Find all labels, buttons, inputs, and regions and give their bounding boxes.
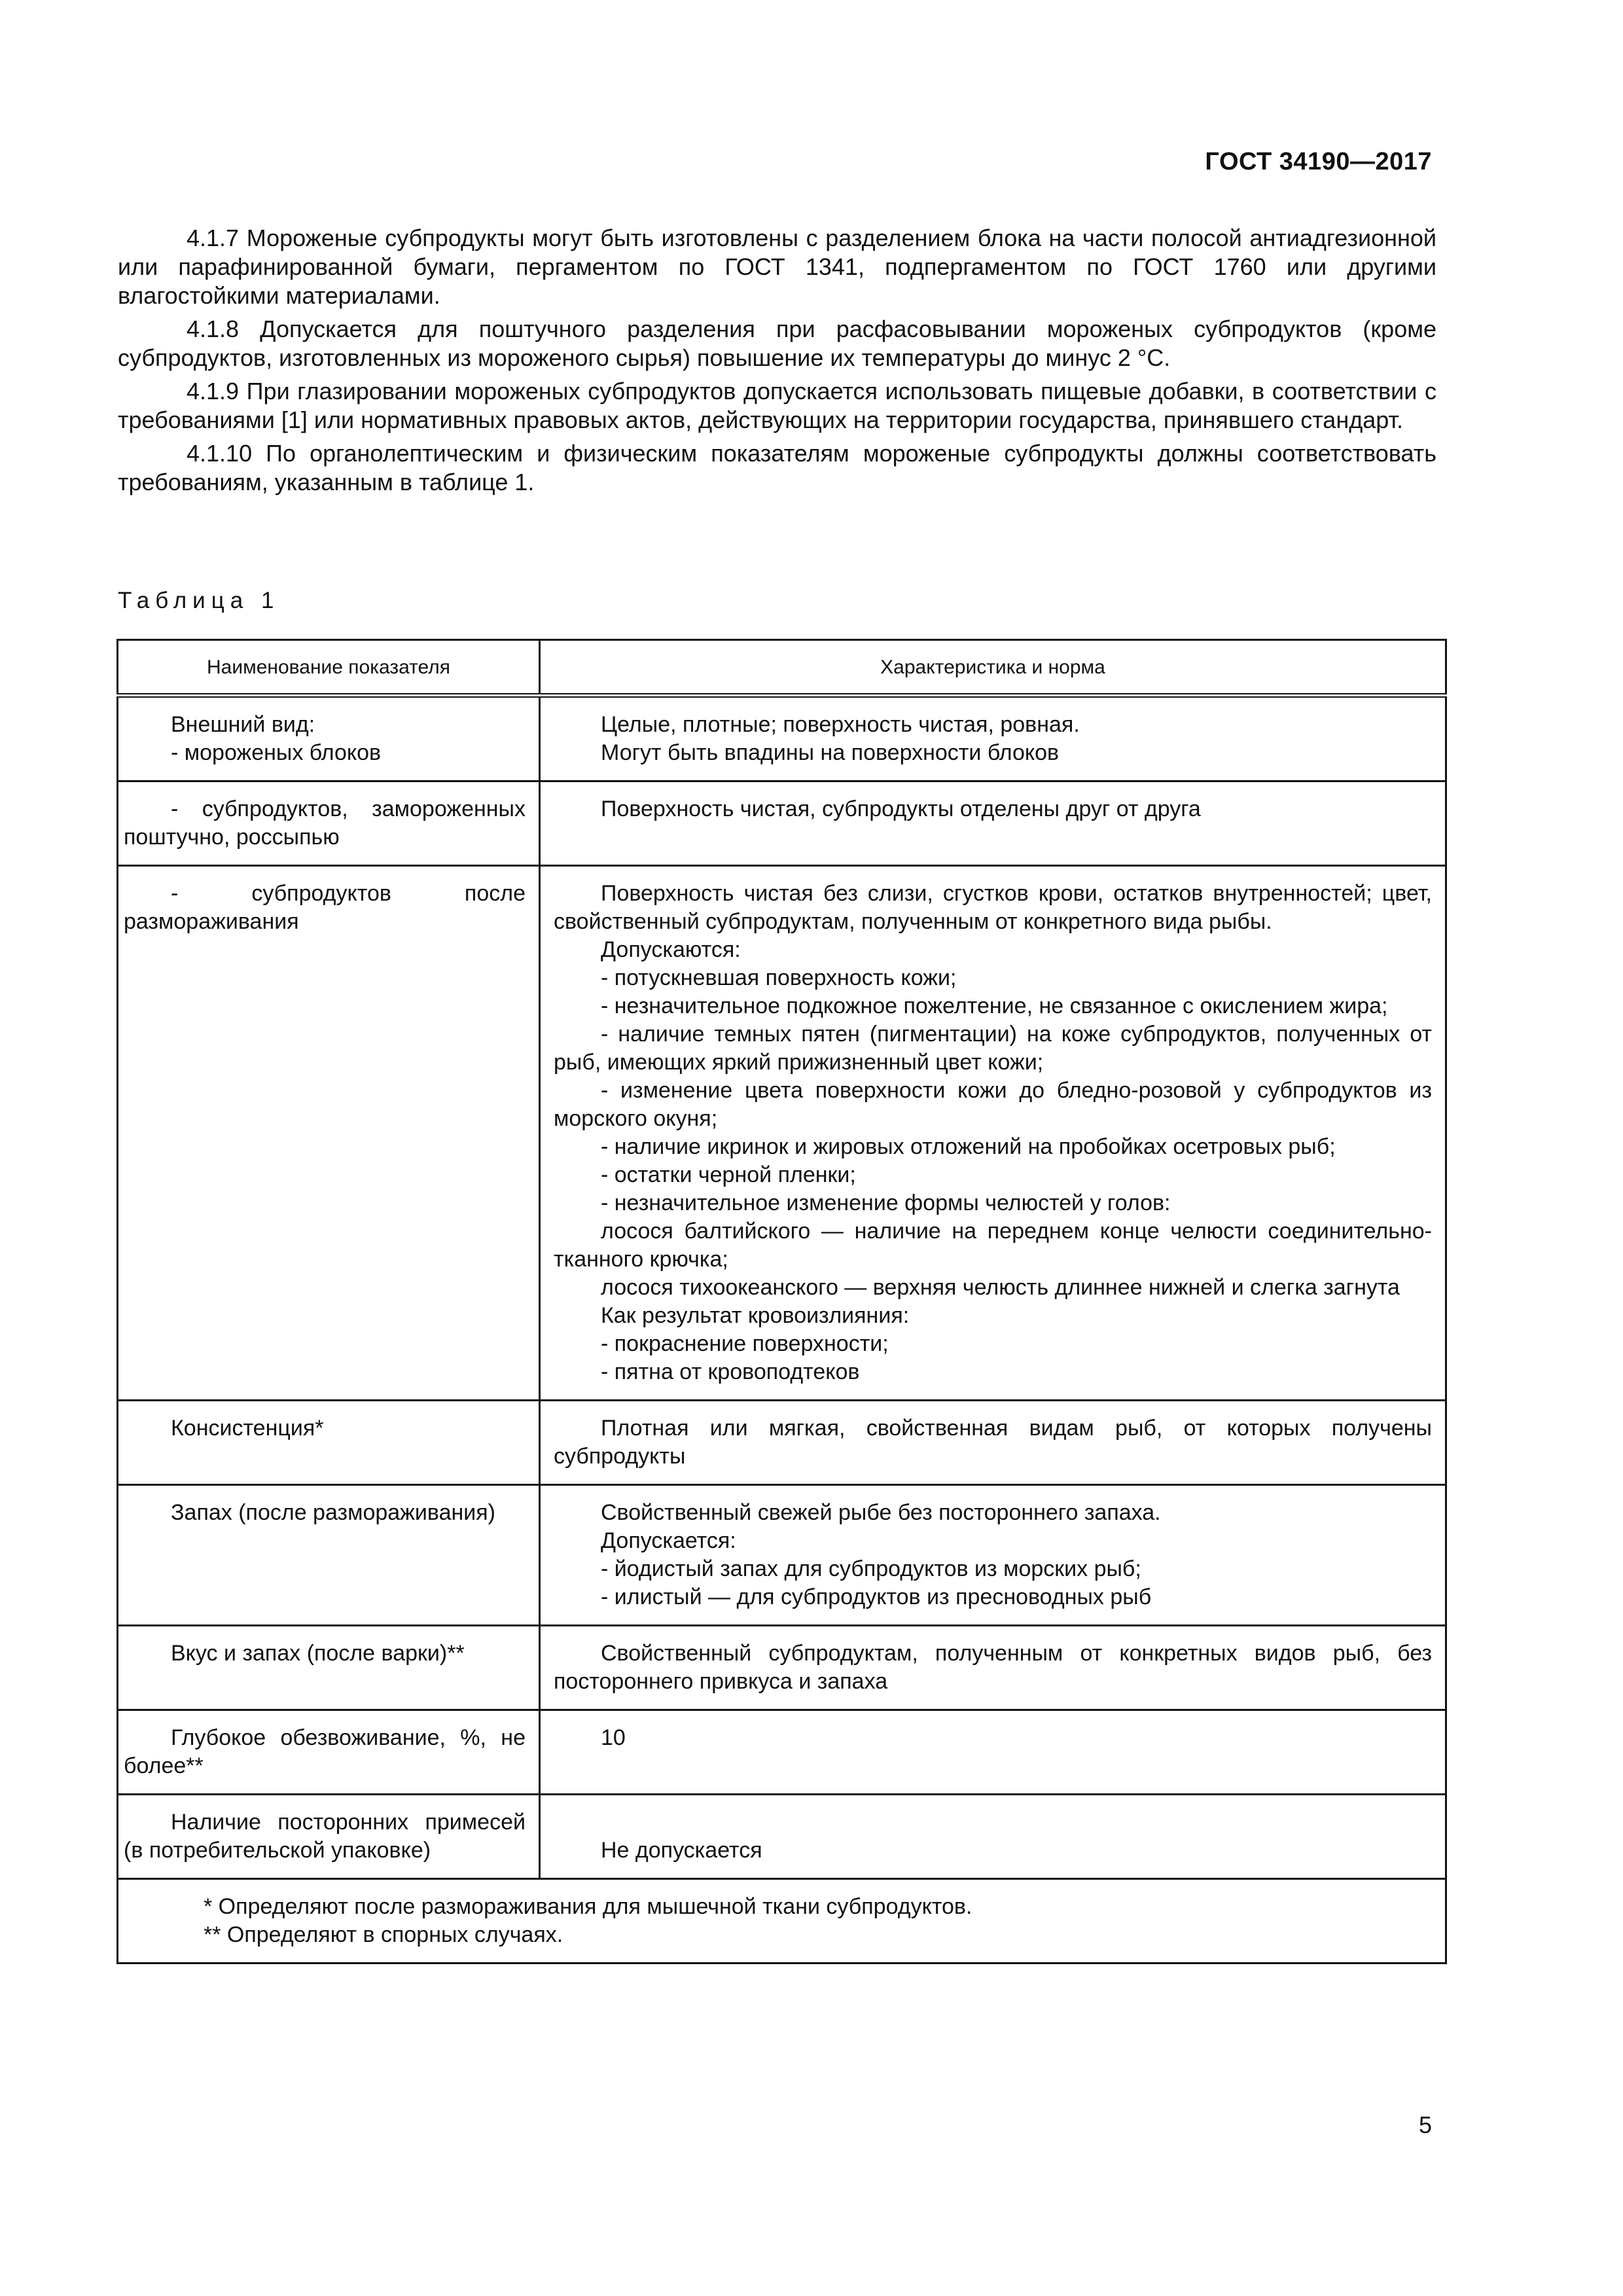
paragraph-4-1-7: 4.1.7 Мороженые субпродукты могут быть изготовлены с разделением блока на части полосой антиадгезионной или парафинированной бумаги, пергаментом по ГОСТ 1341, подпергаментом по ГОСТ 1760 или другими влагостойкими материалами. xyxy=(118,224,1436,309)
norm-cell xyxy=(540,781,1446,866)
indicator-line: Наличие посторонних примесей (в потребительской упаковке) xyxy=(124,1810,526,1863)
norm-line: лосося балтийского — наличие на переднем конце челюсти соединительно-тканного крючка; xyxy=(554,1219,1432,1272)
norm-cell xyxy=(540,1485,1446,1626)
norm-line: Как результат кровоизлияния: xyxy=(601,1303,910,1328)
page-number: 5 xyxy=(1418,2111,1432,2138)
header-characteristic: Характеристика и норма xyxy=(540,640,1446,696)
header-indicator: Наименование показателя xyxy=(118,640,540,696)
norm-cell xyxy=(540,866,1446,1401)
norm-line: - остатки черной пленки; xyxy=(601,1162,856,1187)
norm-line: - наличие темных пятен (пигментации) на коже субпродуктов, полученных от рыб, имеющих яркий прижизненный цвет кожи; xyxy=(554,1022,1432,1075)
footnotes-row xyxy=(118,1879,1446,1964)
indicator-line: Запах (после размораживания) xyxy=(171,1500,496,1525)
table-row xyxy=(118,866,1446,1401)
footnote-1: * Определяют после размораживания для мышечной ткани субпродуктов. xyxy=(204,1894,972,1919)
norm-line: - наличие икринок и жировых отложений на пробойках осетровых рыб; xyxy=(601,1134,1336,1159)
norm-cell xyxy=(540,1710,1446,1795)
norm-line: - илистый — для субпродуктов из пресноводных рыб xyxy=(601,1585,1152,1609)
indicator-cell xyxy=(118,866,540,1401)
norm-cell xyxy=(540,1626,1446,1710)
table-row xyxy=(118,1401,1446,1485)
paragraph-4-1-9: 4.1.9 При глазировании мороженых субпродуктов допускается использовать пищевые добавки, в соответствии с требованиями [1] или нормативных правовых актов, действующих на территории государства, принявшего стандарт. xyxy=(118,378,1436,433)
table-row xyxy=(118,1485,1446,1626)
norm-line: Плотная или мягкая, свойственная видам рыб, от которых получены субпродукты xyxy=(554,1416,1432,1469)
document-id-header: ГОСТ 34190—2017 xyxy=(1205,148,1432,175)
indicator-cell xyxy=(118,1795,540,1879)
specification-table xyxy=(116,639,1447,1964)
indicator-cell xyxy=(118,1401,540,1485)
norm-line: 10 xyxy=(601,1725,626,1750)
table-row xyxy=(118,696,1446,781)
indicator-line: Консистенция* xyxy=(171,1416,324,1441)
table-row xyxy=(118,1626,1446,1710)
indicator-line: - мороженых блоков xyxy=(171,740,382,765)
norm-line: - незначительное подкожное пожелтение, не связанное с окислением жира; xyxy=(601,994,1388,1018)
norm-cell xyxy=(540,1401,1446,1485)
indicator-line: Вкус и запах (после варки)** xyxy=(171,1641,465,1666)
body-text xyxy=(118,224,1436,501)
norm-line: Свойственный субпродуктам, полученным от конкретных видов рыб, без постороннего привкуса и запаха xyxy=(554,1641,1432,1694)
norm-line: - йодистый запах для субпродуктов из морских рыб; xyxy=(601,1556,1141,1581)
indicator-line: Внешний вид: xyxy=(171,712,315,737)
table-caption: Таблица 1 xyxy=(118,588,280,613)
indicator-cell xyxy=(118,696,540,781)
table-row xyxy=(118,1710,1446,1795)
norm-cell xyxy=(540,696,1446,781)
norm-line: Свойственный свежей рыбе без постороннего запаха. xyxy=(601,1500,1161,1525)
indicator-line: - субпродуктов, замороженных поштучно, россыпью xyxy=(124,797,526,850)
footnote-2: ** Определяют в спорных случаях. xyxy=(204,1922,563,1947)
indicator-cell xyxy=(118,1626,540,1710)
norm-line: - покраснение поверхности; xyxy=(601,1331,889,1356)
norm-line: Могут быть впадины на поверхности блоков xyxy=(601,740,1060,765)
norm-line: Целые, плотные; поверхность чистая, ровная. xyxy=(601,712,1080,737)
indicator-cell xyxy=(118,1710,540,1795)
norm-line: - изменение цвета поверхности кожи до бледно-розовой у субпродуктов из морского окуня; xyxy=(554,1078,1432,1131)
norm-line: Не допускается xyxy=(601,1838,762,1863)
table-row xyxy=(118,781,1446,866)
norm-line: - незначительное изменение формы челюстей у голов: xyxy=(601,1191,1171,1215)
footnotes-cell xyxy=(118,1879,1446,1964)
indicator-cell xyxy=(118,781,540,866)
table-row xyxy=(118,1795,1446,1879)
norm-line: Допускается: xyxy=(601,1528,736,1553)
norm-line: - потускневшая поверхность кожи; xyxy=(601,965,957,990)
norm-line: - пятна от кровоподтеков xyxy=(601,1359,860,1384)
norm-line: лосося тихоокеанского — верхняя челюсть длиннее нижней и слегка загнута xyxy=(601,1275,1400,1300)
paragraph-4-1-10: 4.1.10 По органолептическим и физическим показателям мороженые субпродукты должны соответствовать требованиям, указанным в таблице 1. xyxy=(118,440,1436,495)
indicator-cell xyxy=(118,1485,540,1626)
indicator-line: Глубокое обезвоживание, %, не более** xyxy=(124,1725,526,1778)
norm-cell xyxy=(540,1795,1446,1879)
paragraph-4-1-8: 4.1.8 Допускается для поштучного разделения при расфасовывании мороженых субпродуктов (кроме субпродуктов, изготовленных из мороженого сырья) повышение их температуры до минус 2 °С. xyxy=(118,315,1436,371)
table-header-row xyxy=(118,640,1446,696)
norm-line: Поверхность чистая, субпродукты отделены друг от друга xyxy=(601,797,1201,821)
norm-line: Допускаются: xyxy=(601,937,741,962)
norm-line: Поверхность чистая без слизи, сгустков крови, остатков внутренностей; цвет, свойственный субпродуктам, полученным от конкретного вида рыбы. xyxy=(554,881,1432,934)
indicator-line: - субпродуктов после размораживания xyxy=(124,881,526,934)
